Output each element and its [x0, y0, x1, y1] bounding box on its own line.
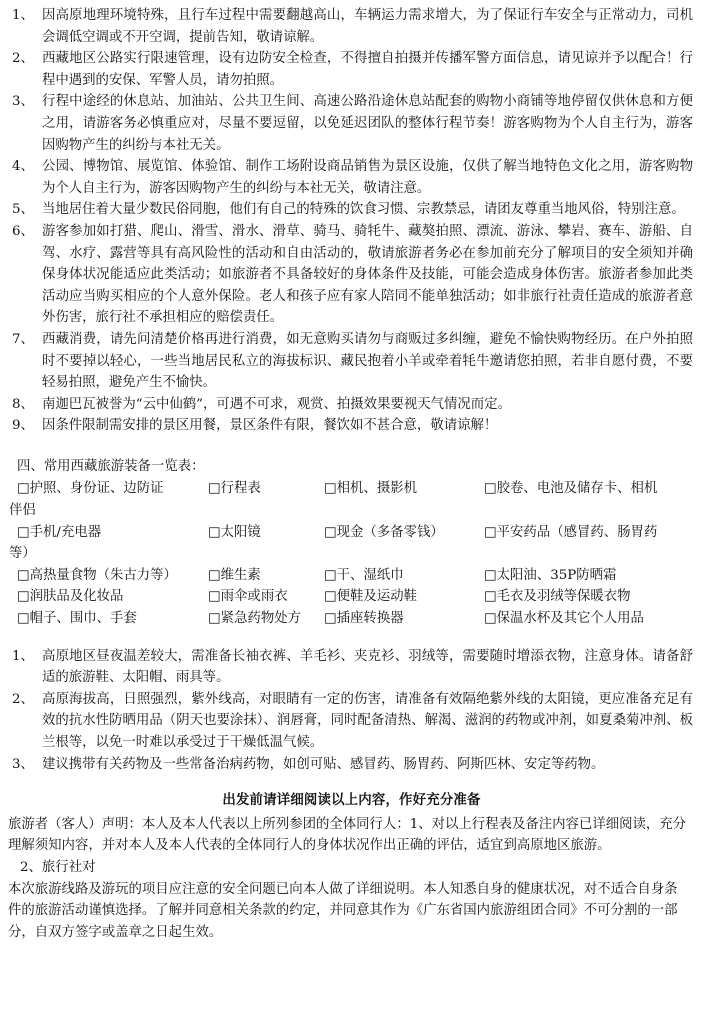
- note-text: 公园、博物馆、展览馆、体验馆、制作工场附设商品销售为景区设施，仅供了解当地特色文化之用，游客购物为个人自主行为，游客因购物产生的纠纷与本社无关，敬请注意。: [42, 159, 693, 196]
- note-item-6: [12, 221, 693, 329]
- equipment-item: □手机/充电器: [17, 524, 102, 540]
- equipment-item: □插座转换器: [324, 611, 404, 627]
- tip-text: 高原地区昼夜温差较大，需准备长袖衣裤、羊毛衫、夹克衫、羽绒等，需要随时增添衣物，注意身体。请备舒适的旅游鞋、太阳帽、雨具等。: [42, 648, 693, 686]
- tip-item-3: [12, 754, 693, 776]
- note-item-8: [12, 394, 693, 416]
- declaration-paragraph: 旅游者（客人）声明：本人及本人代表以上所列参团的全体同行人：1、对以上行程表及备注内容已详细阅读，充分: [8, 816, 687, 832]
- note-text: 西藏地区公路实行限速管理，设有边防安全检查，不得擅自拍摄并传播军警方面信息，请见谅并予以配合！行程中遇到的安保、军警人员，请勿拍照。: [42, 51, 693, 88]
- notes-list: [12, 5, 693, 437]
- declaration-paragraph: 本次旅游线路及游玩的项目应注意的安全问题已向本人做了详细说明。本人知悉自身的健康状况，对不适合自身条: [8, 881, 678, 897]
- equipment-item: □雨伞或雨衣: [208, 589, 288, 605]
- equipment-row: [17, 522, 703, 544]
- tip-item-2: [12, 689, 693, 754]
- equipment-section-title: 四、常用西藏旅游装备一览表：: [17, 458, 205, 474]
- note-number: 1、: [12, 8, 34, 23]
- equipment-item: □帽子、围巾、手套: [17, 611, 137, 627]
- equipment-item: □太阳镜: [208, 524, 261, 540]
- equipment-item: □相机、摄影机: [324, 481, 417, 497]
- equipment-row: [17, 478, 703, 500]
- note-text: 因条件限制需安排的景区用餐，景区条件有限，餐饮如不甚合意，敬请谅解！: [42, 418, 498, 434]
- declaration-paragraph: 件的旅游活动谨慎选择。了解并同意相关条款的约定，并同意其作为《广东省国内旅游组团合同》不可分割的一部: [8, 903, 678, 919]
- tip-number: 2、: [12, 691, 34, 707]
- equipment-item: □维生素: [208, 567, 261, 583]
- declaration-paragraph: 理解须知内容，并对本人及本人代表的全体同行人的身体状况作出正确的评估，适宜到高原地区旅游。: [8, 838, 611, 854]
- equipment-checklist: [9, 478, 703, 629]
- equipment-item: □平安药品（感冒药、肠胃药: [484, 524, 658, 540]
- note-item-9: [12, 415, 693, 437]
- note-item-2: [12, 48, 693, 91]
- tip-item-1: [12, 646, 693, 689]
- equipment-item-continuation: 伴侣: [9, 503, 36, 519]
- note-item-7: [12, 329, 693, 394]
- note-item-3: [12, 91, 693, 156]
- note-number: 6、: [12, 223, 34, 239]
- equipment-item: □保温水杯及其它个人用品: [484, 611, 644, 627]
- note-text: 西藏消费，请先问清楚价格再进行消费，如无意购买请勿与商贩过多纠缠，避免不愉快购物经历。在户外拍照时不要掉以轻心，一些当地居民私立的海拔标识、藏民抱着小羊或牵着牦牛邀请您拍照，若非自愿付费，不要轻易拍照，避免产生不愉快。: [42, 331, 693, 391]
- preparation-heading: 出发前请详细阅读以上内容，作好充分准备: [222, 792, 481, 809]
- note-item-4: [12, 156, 693, 199]
- tip-text: 建议携带有关药物及一些常备治病药物，如创可贴、感冒药、肠胃药、阿斯匹林、安定等药物。: [42, 756, 605, 772]
- tip-number: 1、: [12, 648, 34, 664]
- equipment-item: □干、湿纸巾: [324, 567, 404, 583]
- equipment-row: [17, 586, 703, 608]
- equipment-row: [17, 608, 703, 630]
- declaration-paragraph: 分，自双方签字或盖章之日起生效。: [8, 924, 223, 940]
- note-text: 南迦巴瓦被誉为“云中仙鹤”，可遇不可求，观赏、拍摄效果要视天气情况而定。: [42, 396, 511, 412]
- note-number: 7、: [12, 331, 34, 347]
- note-number: 4、: [12, 159, 34, 175]
- equipment-item: □润肤品及化妆品: [17, 589, 124, 605]
- equipment-row: [17, 565, 703, 587]
- equipment-item: □太阳油、35P防晒霜: [484, 567, 617, 583]
- equipment-item-continuation: 等）: [9, 546, 36, 562]
- equipment-item: □护照、身份证、边防证: [17, 481, 164, 497]
- note-item-5: [12, 199, 693, 221]
- note-number: 2、: [12, 51, 34, 67]
- equipment-item: □行程表: [208, 481, 261, 497]
- tip-number: 3、: [12, 756, 34, 772]
- note-number: 5、: [12, 202, 34, 218]
- equipment-item: □胶卷、电池及储存卡、相机: [484, 481, 658, 497]
- note-text: 因高原地理环境特殊，且行车过程中需要翻越高山，车辆运力需求增大，为了保证行车安全与正常动力，司机会调低空调或不开空调，提前告知，敬请谅解。: [42, 8, 693, 45]
- preparation-tips: [12, 646, 693, 776]
- note-number: 9、: [12, 418, 34, 434]
- equipment-item: □高热量食物（朱古力等）: [17, 567, 177, 583]
- note-item-1: [12, 5, 693, 48]
- traveler-declaration: [8, 814, 695, 944]
- note-text: 当地居住着大量少数民俗同胞，他们有自己的特殊的饮食习惯、宗教禁忌，请团友尊重当地风俗，特别注意。: [42, 202, 685, 218]
- note-number: 3、: [12, 94, 34, 110]
- declaration-paragraph: 2、旅行社对: [20, 859, 96, 875]
- note-text: 行程中途经的休息站、加油站、公共卫生间、高速公路沿途休息站配套的购物小商铺等地停留仅供休息和方便之用，请游客务必慎重应对，尽量不要逗留，以免延迟团队的整体行程节奏！游客购物为个人自主行为，游客因购物产生的纠纷与本社无关。: [42, 94, 693, 153]
- equipment-item: □毛衣及羽绒等保暖衣物: [484, 589, 631, 605]
- note-number: 8、: [12, 396, 34, 412]
- equipment-item: □便鞋及运动鞋: [324, 589, 417, 605]
- tip-text: 高原海拔高，日照强烈，紫外线高，对眼睛有一定的伤害，请准备有效隔绝紫外线的太阳镜，更应准备充足有效的抗水性防晒用品（阴天也要涂抹）、润唇膏，同时配备清热、解渴、滋润的药物或冲剂，如夏桑菊冲剂、板兰根等，以免一时难以承受过于干燥低温气候。: [42, 691, 693, 750]
- equipment-item: □现金（多备零钱）: [324, 524, 444, 540]
- equipment-item: □紧急药物处方: [208, 611, 301, 627]
- note-text: 游客参加如打猎、爬山、滑雪、滑水、滑草、骑马、骑牦牛、藏獒拍照、漂流、游泳、攀岩、赛车、游船、自驾、水疗、露营等具有高风险性的活动和自由活动的，敬请旅游者务必在参加前充分了解项目的安全须知并确保身体状况能适应此类活动；如旅游者不具备较好的身体条件及技能，可能会造成身体伤害。旅游者参加此类活动应当购买相应的个人意外保险。老人和孩子应有家人陪同不能单独活动；如非旅行社责任造成的旅游者意外伤害，旅行社不承担相应的赔偿责任。: [42, 223, 693, 326]
